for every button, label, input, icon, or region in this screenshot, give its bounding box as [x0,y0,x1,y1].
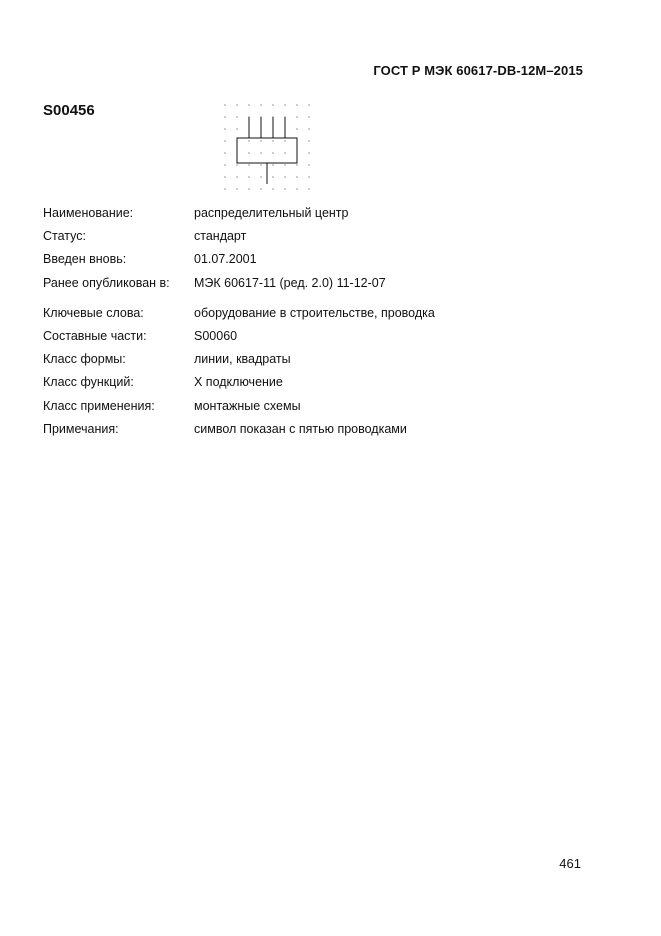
grid-dot [308,176,309,177]
grid-dot [260,152,261,153]
property-row-previously-published [43,274,435,297]
grid-dot [224,164,225,165]
property-label: Наименование: [43,206,134,220]
property-value: S00060 [194,328,238,343]
grid-dot [296,128,297,129]
grid-dot [284,104,285,105]
grid-dot [296,116,297,117]
property-label: Ранее опубликован в: [43,275,170,290]
grid-dot [248,152,249,153]
grid-dot [260,104,261,105]
grid-dot [296,176,297,177]
grid-dot [284,140,285,141]
property-label: Ключевые слова: [43,305,144,320]
property-label: Класс формы: [43,352,126,367]
grid-dot [224,104,225,105]
grid-dot [284,188,285,189]
page-number: 461 [559,856,581,871]
grid-dot [284,152,285,153]
property-label: Класс применения: [43,398,155,413]
distribution-center-symbol-icon [218,96,318,196]
property-row-introduced [43,250,435,273]
grid-dot [236,188,237,189]
property-row-components [43,327,435,350]
grid-dot [308,104,309,105]
grid-dot [248,176,249,177]
property-label: Класс функций: [43,375,134,390]
property-value: 01.07.2001 [194,252,257,267]
property-label: Статус: [43,229,86,244]
property-row-shape-class [43,350,435,373]
property-value: стандарт [194,229,247,244]
grid-dot [236,176,237,177]
grid-dot [260,188,261,189]
grid-dot [236,104,237,105]
grid-dot [296,104,297,105]
property-row-notes [43,420,435,443]
grid-dot [260,164,261,165]
grid-dot [284,164,285,165]
property-label: Составные части: [43,328,147,343]
grid-dot [236,164,237,165]
grid-dot [236,116,237,117]
grid-dot [248,140,249,141]
property-value: линии, квадраты [194,352,291,367]
properties-table [43,204,435,443]
property-row-status [43,227,435,250]
grid-dot [224,116,225,117]
symbol-box [237,138,297,163]
property-row-function-class [43,373,435,396]
grid-dot [272,104,273,105]
document-header: ГОСТ Р МЭК 60617-DB-12M–2015 [373,63,583,78]
grid-dot [248,104,249,105]
grid-dot [308,152,309,153]
grid-dot [248,188,249,189]
grid-dot [308,164,309,165]
symbol-code: S00456 [43,102,95,119]
grid-dot [260,176,261,177]
grid-dot [272,176,273,177]
property-value: X подключение [194,375,283,390]
grid-dot [260,140,261,141]
property-row-keywords [43,304,435,327]
grid-dot [296,188,297,189]
grid-dot [284,176,285,177]
grid-dot [224,128,225,129]
grid-dot [224,152,225,153]
property-label: Примечания: [43,421,119,436]
property-value: монтажные схемы [194,398,301,413]
grid-dot [272,188,273,189]
grid-dot [236,128,237,129]
grid-dot [308,188,309,189]
grid-dot [248,164,249,165]
property-row-name [43,204,435,227]
property-row-application-class [43,397,435,420]
grid-dot [308,128,309,129]
property-value: символ показан с пятью проводками [194,421,407,436]
grid-dot [308,140,309,141]
grid-dot [308,116,309,117]
property-value: распределительный центр [194,206,349,220]
property-value: оборудование в строительстве, проводка [194,305,435,320]
grid-dot [272,140,273,141]
grid-dot [224,176,225,177]
grid-dot [224,188,225,189]
grid-dot [296,164,297,165]
grid-dot [272,152,273,153]
property-value: МЭК 60617-11 (ред. 2.0) 11-12-07 [194,275,386,290]
grid-dot [224,140,225,141]
property-label: Введен вновь: [43,252,127,267]
grid-dot [272,164,273,165]
